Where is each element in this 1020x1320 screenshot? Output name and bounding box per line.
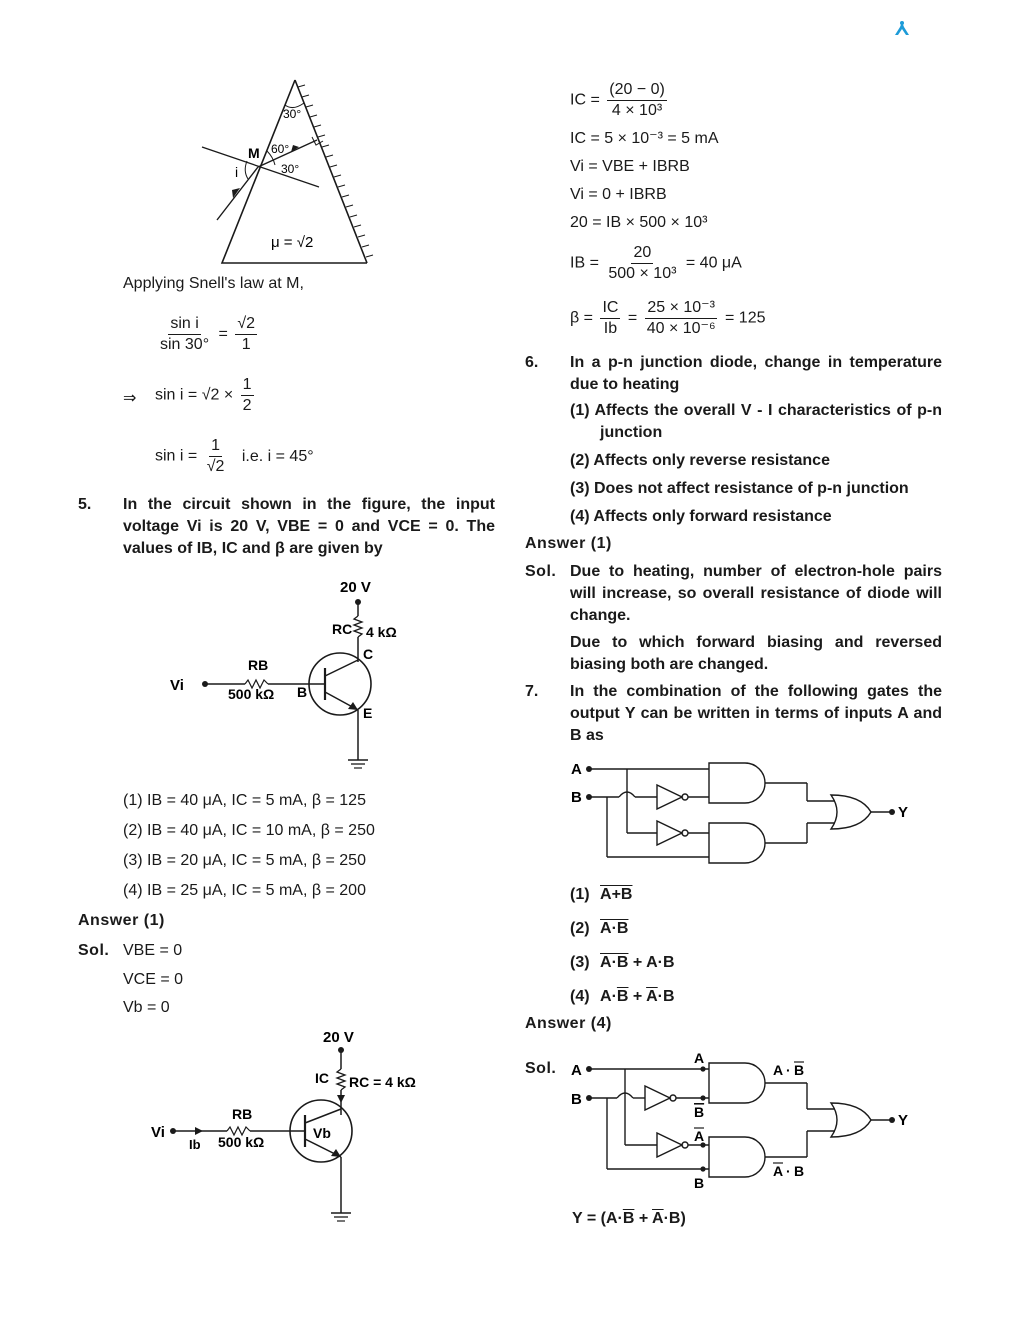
vi-label-2: Vi <box>151 1124 165 1141</box>
point-m: M <box>248 145 260 161</box>
rb-value-2: 500 kΩ <box>218 1134 265 1150</box>
rc-value: 4 kΩ <box>366 624 397 640</box>
logic-gate-solution-diagram <box>565 1045 930 1195</box>
eq1-num-left: sin i <box>168 314 200 335</box>
ic-fraction <box>570 80 670 121</box>
top-out-a: A <box>773 1062 784 1078</box>
beta-fraction: β = $\frac{IC}{Ib}$ = $\frac{\text{25 × 10⁻³}}{\text{40 × 10⁻⁶}}$ = 125 <box>570 299 766 337</box>
q6-answer: Answer (1) <box>525 535 612 552</box>
q5-answer: Answer (1) <box>78 912 165 929</box>
supply-voltage: 20 V <box>340 579 371 596</box>
eq1-den-left: sin 30° <box>160 336 210 353</box>
q7-answer: Answer (4) <box>525 1015 612 1032</box>
eq2-num: 1 <box>241 375 254 396</box>
snell-eq3 <box>155 436 314 477</box>
aakash-logo-icon <box>892 20 912 40</box>
supply-voltage-2: 20 V <box>323 1029 354 1046</box>
eq2-left: sin i = √2 × <box>155 386 234 404</box>
q7-number: 7. <box>525 683 539 700</box>
vb-label: Vb <box>313 1125 331 1141</box>
q7-option-1-num: (1) <box>570 886 590 903</box>
gate-input-b: B <box>571 789 582 806</box>
eq3-num: 1 <box>209 436 222 457</box>
q7-option-2-num: (2) <box>570 920 590 937</box>
ib-fraction-den: 500 × 10³ <box>608 265 677 282</box>
final-expression-end: B) <box>668 1210 686 1227</box>
eq3-right: i.e. i = 45° <box>241 447 314 465</box>
ic-fraction-num: (20 − 0) <box>607 80 667 101</box>
q7-option-4-num: (4) <box>570 988 590 1005</box>
final-expression: $Y = (A\cdot\overline{B} + \overline{A}\cdot B)$ <box>572 1210 686 1227</box>
ib-fraction-lhs: IB = <box>570 254 599 272</box>
ib-fraction-rhs: = 40 μA <box>685 254 742 272</box>
q6-sol-p1: Due to heating, number of electron-hole pairs will increase, so overall resistance of diode will change. <box>570 563 942 624</box>
q7-option-3-num: (3) <box>570 954 590 971</box>
rb-label: RB <box>248 657 269 673</box>
vi-equation-1: Vi = VBE + IBRB <box>570 158 690 175</box>
emitter-label: E <box>363 705 373 721</box>
q5-option-1: (1) IB = 40 μA, IC = 5 mA, β = 125 <box>123 792 366 809</box>
q5-text: In the circuit shown in the figure, the input voltage Vi is 20 V, VBE = 0 and VCE = 0. The values of IB, IC and β are given by <box>123 496 495 557</box>
sol-gate-output-y: Y <box>898 1112 909 1129</box>
q5-option-3: (3) IB = 20 μA, IC = 5 mA, β = 250 <box>123 852 366 869</box>
refractive-index: μ = √2 <box>271 234 314 251</box>
sol-gate-input-b: B <box>571 1091 582 1108</box>
rb-value: 500 kΩ <box>228 686 275 702</box>
base-label: B <box>297 684 308 700</box>
bottom-input-b: B <box>694 1175 705 1191</box>
ic-fraction-lhs: IC = <box>570 91 600 109</box>
angle-60: 60° <box>271 142 290 156</box>
bottom-out-a: A <box>773 1163 784 1179</box>
q5-sol-line-1: VBE = 0 <box>123 942 183 959</box>
final-expression-start: Y = (A <box>572 1210 618 1227</box>
bottom-out-b: B <box>794 1163 805 1179</box>
vi-equation-3: 20 = IB × 500 × 10³ <box>570 214 708 231</box>
apex-angle: 30° <box>283 107 302 121</box>
beta-lhs: β = <box>570 309 593 327</box>
q7-option-4: (4) $A\cdot\overline{B} + \overline{A}\cdot B$ <box>570 988 675 1005</box>
q6-number: 6. <box>525 354 539 371</box>
eq1-den-right: 1 <box>241 336 251 353</box>
collector-label: C <box>363 646 374 662</box>
q6-text: In a p-n junction diode, change in temperature due to heating <box>570 354 942 393</box>
incidence-angle: i <box>235 164 239 180</box>
eq2-den: 2 <box>242 397 252 414</box>
gate-output-y: Y <box>898 804 909 821</box>
q7-text: In the combination of the following gates the output Y can be written in terms of inputs A and B as <box>570 683 942 744</box>
rc-label: RC <box>332 621 353 637</box>
q6-option-1: (1) Affects the overall V - I characteristics of p-n junction <box>570 402 942 441</box>
q7-option-1: (1) A+B <box>570 886 633 903</box>
top-out-b: B <box>794 1062 805 1078</box>
bottom-input-abar: A <box>694 1128 705 1144</box>
logic-gate-diagram <box>565 755 925 870</box>
ib-label: Ib <box>189 1137 201 1152</box>
q5-sol-line-3: Vb = 0 <box>123 999 170 1016</box>
implies-symbol: ⇒ <box>123 390 137 407</box>
snell-intro: Applying Snell's law at M, <box>123 275 304 292</box>
q6-option-2: (2) Affects only reverse resistance <box>570 452 830 469</box>
q6-sol-label: Sol. <box>525 563 557 580</box>
eq3-den: √2 <box>206 458 225 475</box>
vi-equation-2: Vi = 0 + IBRB <box>570 186 667 203</box>
beta-num-2: 25 × 10⁻³ <box>645 298 717 319</box>
sol-gate-input-a: A <box>571 1062 582 1079</box>
q7-option-3: (3) A·B + A·B <box>570 954 675 971</box>
prism-diagram <box>195 75 385 270</box>
rb-label-2: RB <box>232 1106 253 1122</box>
q7-option-2: (2) A·B <box>570 920 629 937</box>
eq3-left: sin i = <box>155 447 198 465</box>
q5-sol-label: Sol. <box>78 942 110 959</box>
beta-num-1: IC <box>600 298 620 319</box>
snell-eq1: $\frac{\text{sin i}}{\sin 30^\circ}$ = $\frac{√2}{1}$ <box>160 315 256 353</box>
transistor-circuit-1 <box>160 572 420 782</box>
ic-fraction-den: 4 × 10³ <box>611 102 663 119</box>
q5-sol-line-2: VCE = 0 <box>123 971 184 988</box>
transistor-circuit-2 <box>145 1025 445 1225</box>
q5-option-4: (4) IB = 25 μA, IC = 5 mA, β = 200 <box>123 882 366 899</box>
q5-option-2: (2) IB = 40 μA, IC = 10 mA, β = 250 <box>123 822 375 839</box>
angle-30: 30° <box>281 162 300 176</box>
q5-number: 5. <box>78 496 92 513</box>
ib-fraction-num: 20 <box>631 243 653 264</box>
ic-value: IC = 5 × 10⁻³ = 5 mA <box>570 130 719 147</box>
ib-fraction <box>570 243 742 284</box>
vi-label: Vi <box>170 677 184 694</box>
beta-den-1: Ib <box>603 320 618 337</box>
q6-option-3: (3) Does not affect resistance of p-n junction <box>570 480 909 497</box>
beta-rhs: = 125 <box>725 309 766 327</box>
svg-text:·: · <box>786 1163 791 1179</box>
q7-sol-label: Sol. <box>525 1060 557 1077</box>
ic-label: IC <box>315 1070 329 1086</box>
top-input-a: A <box>694 1050 705 1066</box>
eq1-num-right: √2 <box>235 314 257 335</box>
q6-sol-p2: Due to which forward biasing and reversed biasing both are changed. <box>570 634 942 673</box>
rc-label-2: RC = 4 kΩ <box>349 1074 416 1090</box>
top-input-bbar: B <box>694 1104 705 1120</box>
q6-option-4: (4) Affects only forward resistance <box>570 508 832 525</box>
gate-input-a: A <box>571 761 582 778</box>
svg-text:·: · <box>786 1062 791 1078</box>
snell-eq2 <box>155 375 257 416</box>
beta-den-2: 40 × 10⁻⁶ <box>646 320 716 337</box>
